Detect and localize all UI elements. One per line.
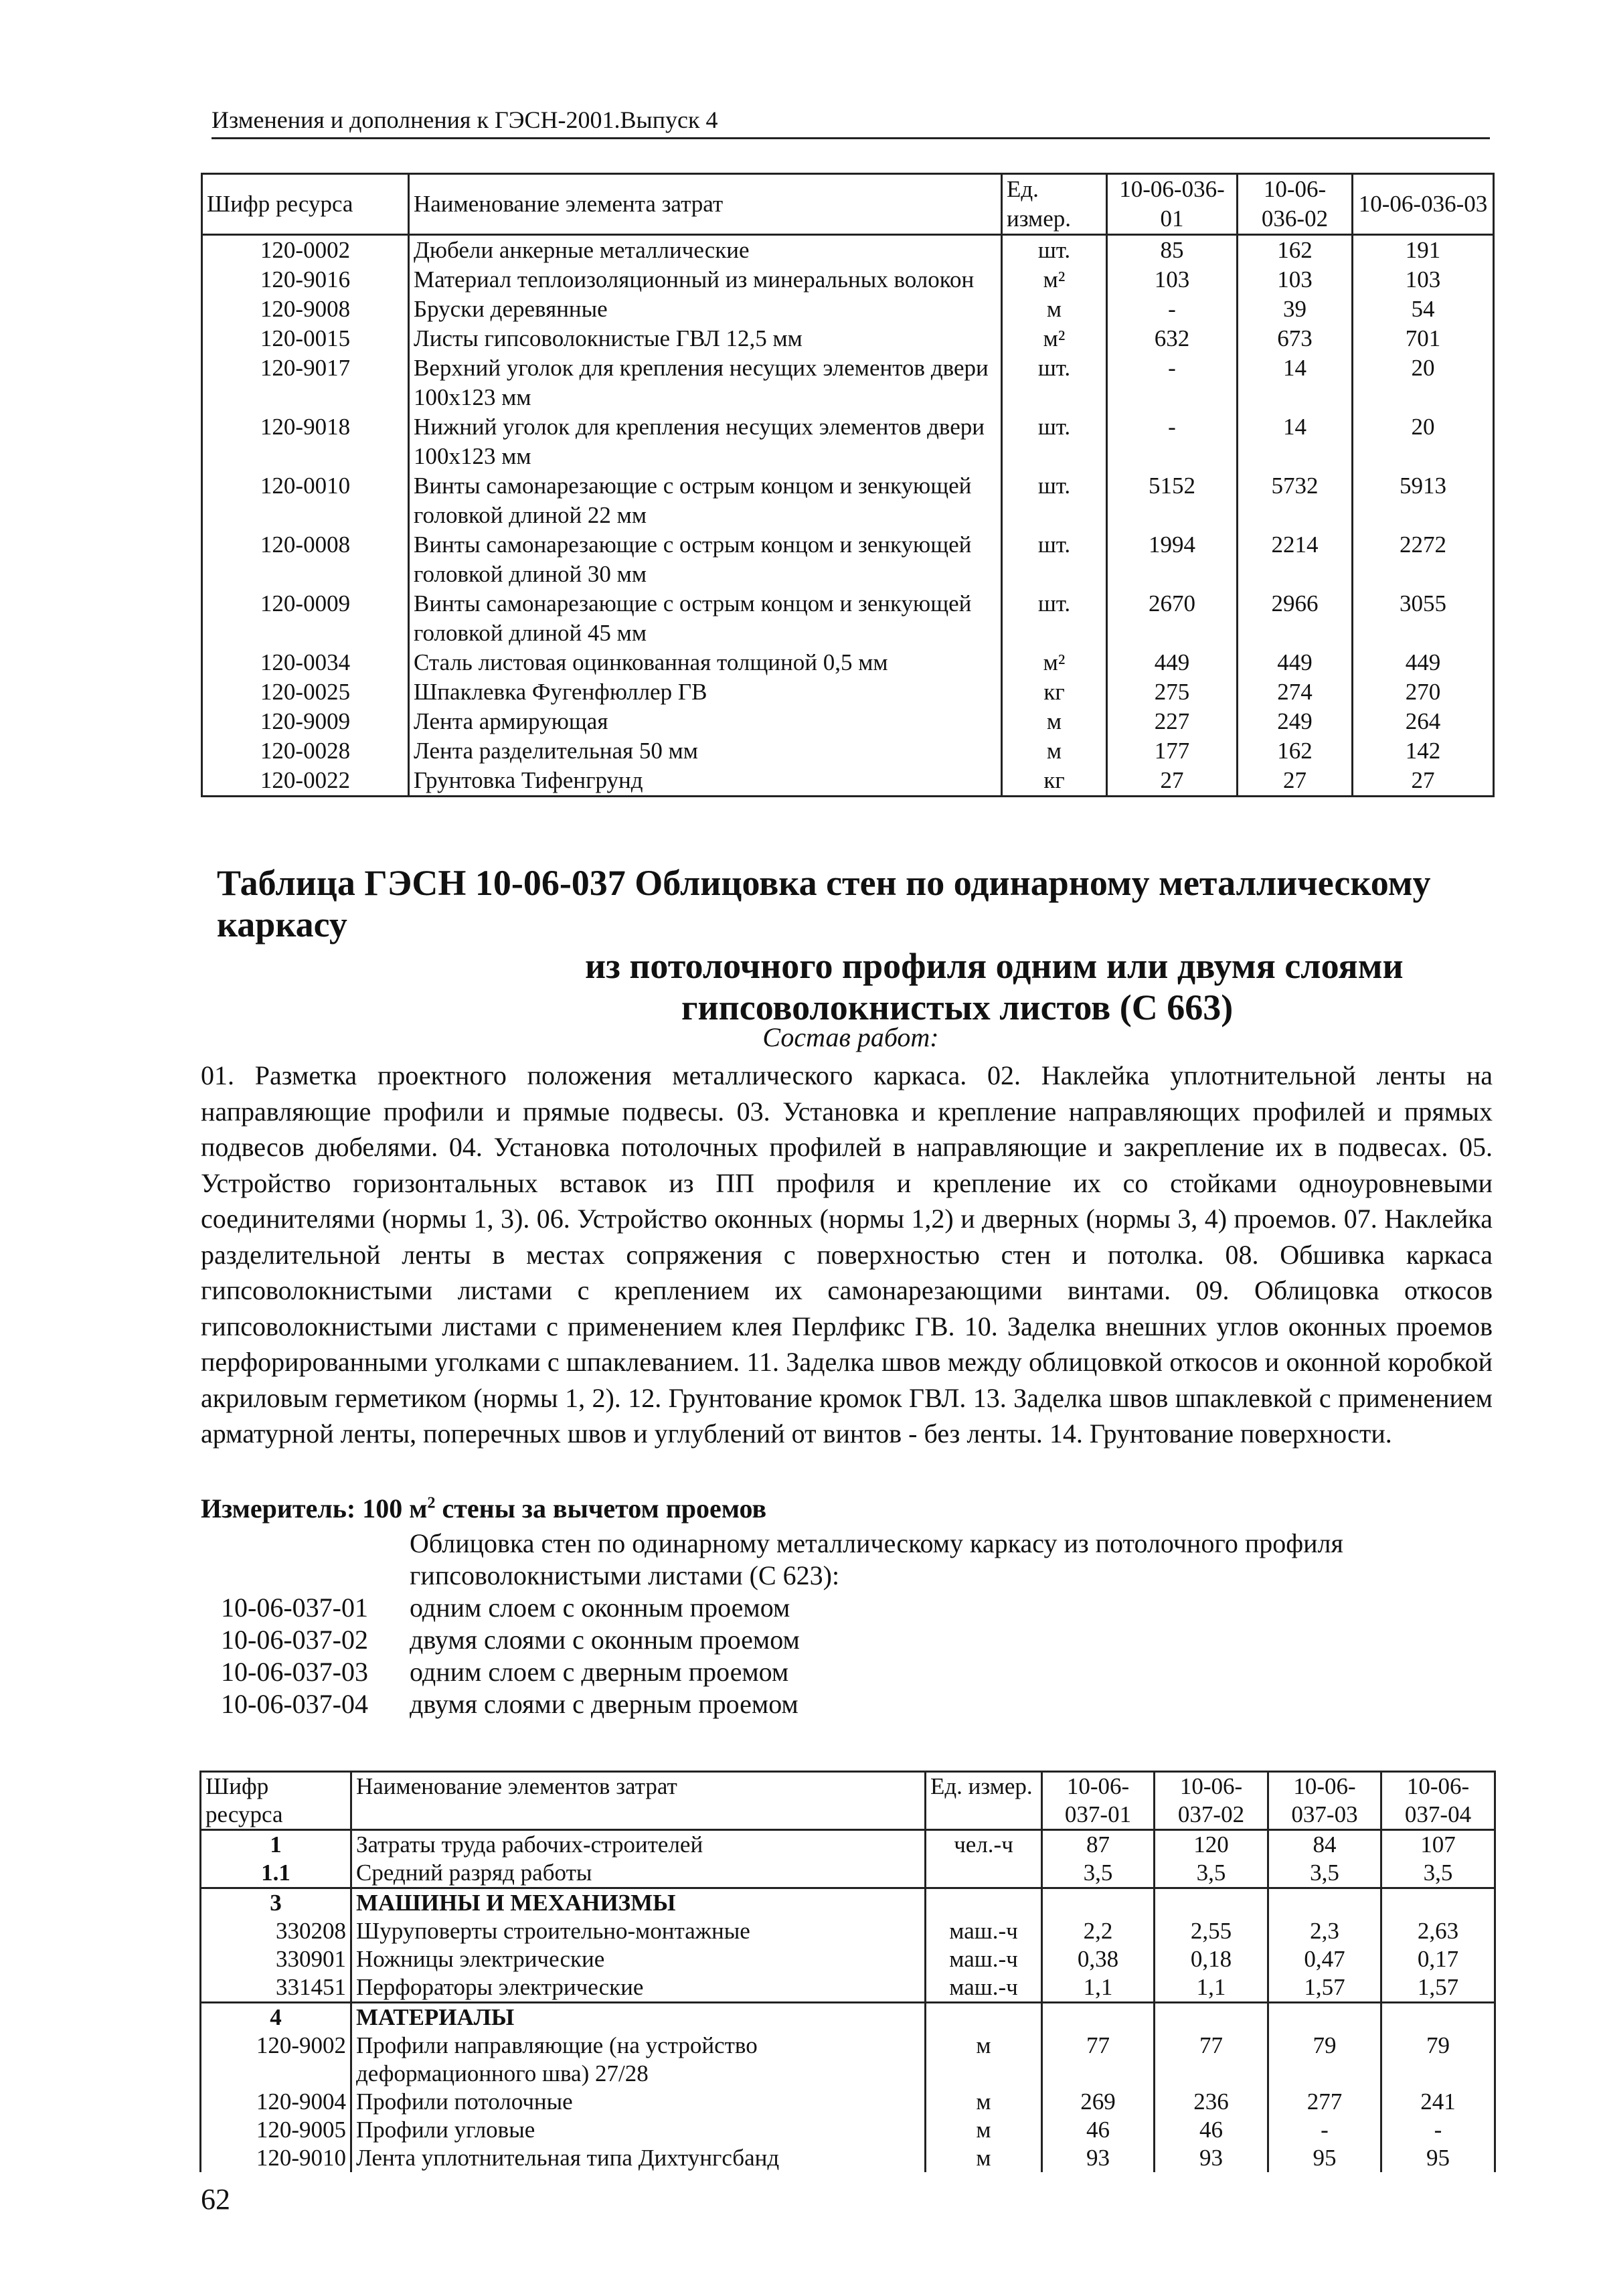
cell-name: Профили направляющие (на устройство деформационного шва) 27/28 <box>351 2032 926 2088</box>
meter-prefix: Измеритель: 100 м <box>201 1493 428 1524</box>
cell-code: 120-0022 <box>202 766 409 797</box>
table-row <box>202 766 1494 797</box>
cell-v2: 77 <box>1155 2032 1268 2088</box>
cell-v2: 39 <box>1238 295 1353 324</box>
table-row <box>202 677 1494 707</box>
title-line-2: из потолочного профиля одним или двумя слоями <box>585 946 1404 986</box>
cell-unit: шт. <box>1002 412 1107 471</box>
cell-code: 331451 <box>201 1973 351 2003</box>
table-row <box>202 530 1494 589</box>
cell-v1: 269 <box>1042 2088 1155 2116</box>
code-row <box>221 1624 800 1656</box>
cell-v3 <box>1268 1888 1381 1918</box>
cell-v4: - <box>1381 2116 1495 2144</box>
cell-code: 120-0009 <box>202 589 409 648</box>
cell-v2: 673 <box>1238 324 1353 353</box>
cell-unit: кг <box>1002 766 1107 797</box>
cell-v1: - <box>1107 353 1238 412</box>
cell-v3: 277 <box>1268 2088 1381 2116</box>
cell-v3: 2,3 <box>1268 1917 1381 1945</box>
table-row <box>202 471 1494 530</box>
cell-code: 330901 <box>201 1945 351 1973</box>
cell-name: Профили потолочные <box>351 2088 926 2116</box>
cell-v2: 27 <box>1238 766 1353 797</box>
cell-name: Материал теплоизоляционный из минеральных волокон <box>409 265 1002 295</box>
code-desc: двумя слоями с дверным проемом <box>410 1689 798 1719</box>
cell-v1: 5152 <box>1107 471 1238 530</box>
cell-v2: 1,1 <box>1155 1973 1268 2003</box>
cell-code: 1 <box>201 1830 351 1860</box>
cell-unit: чел.-ч <box>926 1830 1042 1860</box>
cell-name: Затраты труда рабочих-строителей <box>351 1830 926 1860</box>
cell-v1: 46 <box>1042 2116 1155 2144</box>
code-row <box>221 1656 788 1688</box>
t2-header-name: Наименование элементов затрат <box>351 1772 926 1830</box>
cell-v1: 93 <box>1042 2144 1155 2172</box>
t2-header-col1: 10-06-037-01 <box>1042 1772 1155 1830</box>
cell-v3: 449 <box>1353 648 1494 677</box>
code-id: 10-06-037-02 <box>221 1625 368 1655</box>
t1-header-col1: 10-06-036-01 <box>1107 174 1238 235</box>
meter-line <box>201 1493 766 1524</box>
code-row <box>221 1688 798 1720</box>
cell-v4: 241 <box>1381 2088 1495 2116</box>
cell-unit: м <box>1002 707 1107 736</box>
cell-v1: 2,2 <box>1042 1917 1155 1945</box>
work-composition-label: Состав работ: <box>762 1022 939 1052</box>
cell-v1: - <box>1107 412 1238 471</box>
cell-name: Винты самонарезающие с острым концом и зенкующей головкой длиной 22 мм <box>409 471 1002 530</box>
cell-unit: шт. <box>1002 530 1107 589</box>
table-title <box>212 862 1490 1028</box>
page-number: 62 <box>201 2183 230 2216</box>
t1-header-col2: 10-06-036-02 <box>1238 174 1353 235</box>
cell-code: 120-9017 <box>202 353 409 412</box>
work-composition-text: 01. Разметка проектного положения металлического каркаса. 02. Наклейка уплотнительной ленты на направляющие профили и прямые подвесы. 03. Установка и крепление направляющих профилей и прямых подвесов дюбелями. 04. Установка потолочных профилей в направляющие и закрепление их в подвесах. 05. Устройство горизонтальных вставок из ПП профиля и крепление их со стойками одноуровневыми соединителями (нормы 1, 3). 06. Устройство оконных (нормы 1,2) и дверных (нормы 3, 4) проемов. 07. Наклейка разделительной ленты в местах сопряжения с поверхностью стен и потолка. 08. Обшивка каркаса гипсоволокнистыми листами с креплением их самонарезающими винтами. 09. Облицовка откосов гипсоволокнистыми листами с применением клея Перлфикс ГВ. 10. Заделка внешних углов оконных проемов перфорированными уголками с шпаклеванием. 11. Заделка швов между облицовкой откосов и оконной коробкой акриловым герметиком (нормы 1, 2). 12. Грунтование кромок ГВЛ. 13. Заделка швов шпаклевкой с применением арматурной ленты, поперечных швов и углублений от винтов - без ленты. 14. Грунтование поверхности. <box>201 1060 1493 1449</box>
title-line-3: гипсоволокнистых листов (С 663) <box>681 987 1234 1028</box>
cell-v2: 162 <box>1238 235 1353 266</box>
cell-name: МАШИНЫ И МЕХАНИЗМЫ <box>351 1888 926 1918</box>
cell-v4 <box>1381 2003 1495 2032</box>
t1-header-col3: 10-06-036-03 <box>1353 174 1494 235</box>
code-id: 10-06-037-01 <box>221 1592 368 1623</box>
cell-v4: 3,5 <box>1381 1859 1495 1888</box>
t1-header-code: Шифр ресурса <box>202 174 409 235</box>
cell-v4 <box>1381 1888 1495 1918</box>
t2-header-col3: 10-06-037-03 <box>1268 1772 1381 1830</box>
cell-name: Профили угловые <box>351 2116 926 2144</box>
cell-v2: 93 <box>1155 2144 1268 2172</box>
cell-v3: 79 <box>1268 2032 1381 2088</box>
table-row <box>201 2116 1495 2144</box>
cell-name: Шуруповерты строительно-монтажные <box>351 1917 926 1945</box>
cell-v3: 54 <box>1353 295 1494 324</box>
cell-name: Шпаклевка Фугенфюллер ГВ <box>409 677 1002 707</box>
t2-header-col2: 10-06-037-02 <box>1155 1772 1268 1830</box>
cell-code: 120-9009 <box>202 707 409 736</box>
table-row <box>202 265 1494 295</box>
cell-v3: 103 <box>1353 265 1494 295</box>
cell-name: Нижний уголок для крепления несущих элементов двери 100х123 мм <box>409 412 1002 471</box>
cell-v4: 2,63 <box>1381 1917 1495 1945</box>
cell-code: 120-9008 <box>202 295 409 324</box>
cell-v2: 3,5 <box>1155 1859 1268 1888</box>
cell-v1: 275 <box>1107 677 1238 707</box>
table-row <box>202 412 1494 471</box>
cell-unit: шт. <box>1002 471 1107 530</box>
cell-v1: 87 <box>1042 1830 1155 1860</box>
table-row <box>202 707 1494 736</box>
cell-name: Сталь листовая оцинкованная толщиной 0,5 мм <box>409 648 1002 677</box>
cell-code: 120-9018 <box>202 412 409 471</box>
cell-code: 120-9005 <box>201 2116 351 2144</box>
cell-v3: 191 <box>1353 235 1494 266</box>
cell-v2: 103 <box>1238 265 1353 295</box>
cell-v2: 14 <box>1238 353 1353 412</box>
cell-v4: 107 <box>1381 1830 1495 1860</box>
table-row <box>201 2032 1495 2088</box>
table-row <box>202 648 1494 677</box>
cell-code: 120-9002 <box>201 2032 351 2088</box>
cell-name: Лента уплотнительная типа Дихтунгсбанд <box>351 2144 926 2172</box>
cell-v3: 1,57 <box>1268 1973 1381 2003</box>
cell-name: Лента армирующая <box>409 707 1002 736</box>
cell-code: 3 <box>201 1888 351 1918</box>
cell-unit: шт. <box>1002 353 1107 412</box>
cell-v4: 1,57 <box>1381 1973 1495 2003</box>
cell-v3: 270 <box>1353 677 1494 707</box>
cell-v1: 1,1 <box>1042 1973 1155 2003</box>
meter-description: Облицовка стен по одинарному металлическому каркасу из потолочного профиля гипсоволокнистыми листами (С 623): <box>410 1528 1343 1590</box>
cell-v3: 3055 <box>1353 589 1494 648</box>
cell-unit: кг <box>1002 677 1107 707</box>
meter-suffix: стены за вычетом проемов <box>435 1493 767 1524</box>
t1-header-name: Наименование элемента затрат <box>409 174 1002 235</box>
cell-v2: 236 <box>1155 2088 1268 2116</box>
cell-code: 120-0034 <box>202 648 409 677</box>
cell-name: Верхний уголок для крепления несущих элементов двери 100х123 мм <box>409 353 1002 412</box>
cell-v1: 449 <box>1107 648 1238 677</box>
cell-name: Бруски деревянные <box>409 295 1002 324</box>
cell-unit: м <box>926 2032 1042 2088</box>
cell-v1: 0,38 <box>1042 1945 1155 1973</box>
cell-unit: м <box>926 2116 1042 2144</box>
cell-v3: 142 <box>1353 736 1494 766</box>
table-row <box>201 1945 1495 1973</box>
cell-unit <box>926 2003 1042 2032</box>
page-header: Изменения и дополнения к ГЭСН-2001.Выпуск 4 <box>212 106 718 133</box>
cell-v3: 264 <box>1353 707 1494 736</box>
cell-v2: 249 <box>1238 707 1353 736</box>
meter-sup: 2 <box>427 1494 436 1512</box>
cell-v1: 103 <box>1107 265 1238 295</box>
cell-unit: шт. <box>1002 589 1107 648</box>
cell-v2 <box>1155 2003 1268 2032</box>
cell-v4: 79 <box>1381 2032 1495 2088</box>
cell-code: 120-9016 <box>202 265 409 295</box>
cell-v2: 2214 <box>1238 530 1353 589</box>
cell-v4: 0,17 <box>1381 1945 1495 1973</box>
cell-unit: маш.-ч <box>926 1945 1042 1973</box>
cell-unit <box>926 1888 1042 1918</box>
cell-v3: 20 <box>1353 412 1494 471</box>
table-row <box>201 1917 1495 1945</box>
title-line-1: Таблица ГЭСН 10-06-037 Облицовка стен по одинарному металлическому каркасу <box>217 863 1431 945</box>
cell-v3 <box>1268 2003 1381 2032</box>
cell-v2 <box>1155 1888 1268 1918</box>
cell-v3: 701 <box>1353 324 1494 353</box>
table-row <box>201 2003 1495 2032</box>
cell-unit: маш.-ч <box>926 1917 1042 1945</box>
code-desc: двумя слоями с оконным проемом <box>410 1625 800 1655</box>
t2-header-col4: 10-06-037-04 <box>1381 1772 1495 1830</box>
cell-v2: 5732 <box>1238 471 1353 530</box>
cell-name: Дюбели анкерные металлические <box>409 235 1002 266</box>
cell-code: 120-9004 <box>201 2088 351 2116</box>
code-id: 10-06-037-04 <box>221 1689 368 1719</box>
table-row <box>202 736 1494 766</box>
cell-v3: 84 <box>1268 1830 1381 1860</box>
cell-unit: м <box>926 2088 1042 2116</box>
cell-v2: 0,18 <box>1155 1945 1268 1973</box>
cell-v1 <box>1042 1888 1155 1918</box>
cell-v1: 2670 <box>1107 589 1238 648</box>
cell-v2: 449 <box>1238 648 1353 677</box>
table-row <box>201 2088 1495 2116</box>
cell-name: Перфораторы электрические <box>351 1973 926 2003</box>
cell-v3: 0,47 <box>1268 1945 1381 1973</box>
cell-name: Винты самонарезающие с острым концом и зенкующей головкой длиной 45 мм <box>409 589 1002 648</box>
cell-name: Ножницы электрические <box>351 1945 926 1973</box>
cell-v2: 274 <box>1238 677 1353 707</box>
cell-code: 120-0010 <box>202 471 409 530</box>
cell-name: Средний разряд работы <box>351 1859 926 1888</box>
resource-table-037 <box>199 1771 1496 2172</box>
t2-header-code: Шифр ресурса <box>201 1772 351 1830</box>
table-row <box>201 1830 1495 1860</box>
t2-header-unit: Ед. измер. <box>926 1772 1042 1830</box>
table-row <box>202 295 1494 324</box>
cell-v1: 177 <box>1107 736 1238 766</box>
cell-name: Лента разделительная 50 мм <box>409 736 1002 766</box>
cell-unit: м² <box>1002 265 1107 295</box>
table-row <box>201 1973 1495 2003</box>
cell-v3: 5913 <box>1353 471 1494 530</box>
table-row <box>202 235 1494 266</box>
code-desc: одним слоем с дверным проемом <box>410 1657 789 1687</box>
table-row <box>202 324 1494 353</box>
table-row <box>202 353 1494 412</box>
cell-v1: 227 <box>1107 707 1238 736</box>
code-row <box>221 1592 790 1624</box>
resource-table-036 <box>201 173 1495 797</box>
cell-v3: 20 <box>1353 353 1494 412</box>
cell-unit: м <box>1002 736 1107 766</box>
cell-v2: 46 <box>1155 2116 1268 2144</box>
cell-v1: 3,5 <box>1042 1859 1155 1888</box>
cell-name: Грунтовка Тифенгрунд <box>409 766 1002 797</box>
cell-unit: м <box>926 2144 1042 2172</box>
t1-header-unit: Ед. измер. <box>1002 174 1107 235</box>
cell-unit: м² <box>1002 324 1107 353</box>
cell-code: 120-0025 <box>202 677 409 707</box>
cell-code: 120-0008 <box>202 530 409 589</box>
cell-v3: 27 <box>1353 766 1494 797</box>
cell-unit: маш.-ч <box>926 1973 1042 2003</box>
table-row <box>201 1859 1495 1888</box>
cell-name: Листы гипсоволокнистые ГВЛ 12,5 мм <box>409 324 1002 353</box>
cell-v1: 77 <box>1042 2032 1155 2088</box>
cell-v3: 2272 <box>1353 530 1494 589</box>
cell-v1: - <box>1107 295 1238 324</box>
cell-unit: м² <box>1002 648 1107 677</box>
cell-code: 1.1 <box>201 1859 351 1888</box>
cell-v1: 632 <box>1107 324 1238 353</box>
cell-v3: - <box>1268 2116 1381 2144</box>
cell-v3: 95 <box>1268 2144 1381 2172</box>
cell-code: 120-0028 <box>202 736 409 766</box>
table-row <box>202 589 1494 648</box>
cell-v1: 85 <box>1107 235 1238 266</box>
cell-v2: 14 <box>1238 412 1353 471</box>
table-row <box>201 1888 1495 1918</box>
table-row <box>201 2144 1495 2172</box>
cell-code: 120-0002 <box>202 235 409 266</box>
cell-unit: шт. <box>1002 235 1107 266</box>
cell-v3: 3,5 <box>1268 1859 1381 1888</box>
cell-code: 330208 <box>201 1917 351 1945</box>
cell-code: 120-9010 <box>201 2144 351 2172</box>
cell-v2: 2,55 <box>1155 1917 1268 1945</box>
cell-v2: 162 <box>1238 736 1353 766</box>
cell-v2: 120 <box>1155 1830 1268 1860</box>
cell-v4: 95 <box>1381 2144 1495 2172</box>
cell-name: Винты самонарезающие с острым концом и зенкующей головкой длиной 30 мм <box>409 530 1002 589</box>
cell-unit: м <box>1002 295 1107 324</box>
cell-code: 4 <box>201 2003 351 2032</box>
cell-v2: 2966 <box>1238 589 1353 648</box>
cell-v1 <box>1042 2003 1155 2032</box>
code-desc: одним слоем с оконным проемом <box>410 1592 790 1623</box>
code-id: 10-06-037-03 <box>221 1657 368 1687</box>
cell-v1: 27 <box>1107 766 1238 797</box>
cell-unit <box>926 1859 1042 1888</box>
cell-v1: 1994 <box>1107 530 1238 589</box>
cell-name: МАТЕРИАЛЫ <box>351 2003 926 2032</box>
cell-code: 120-0015 <box>202 324 409 353</box>
header-divider <box>212 137 1490 139</box>
